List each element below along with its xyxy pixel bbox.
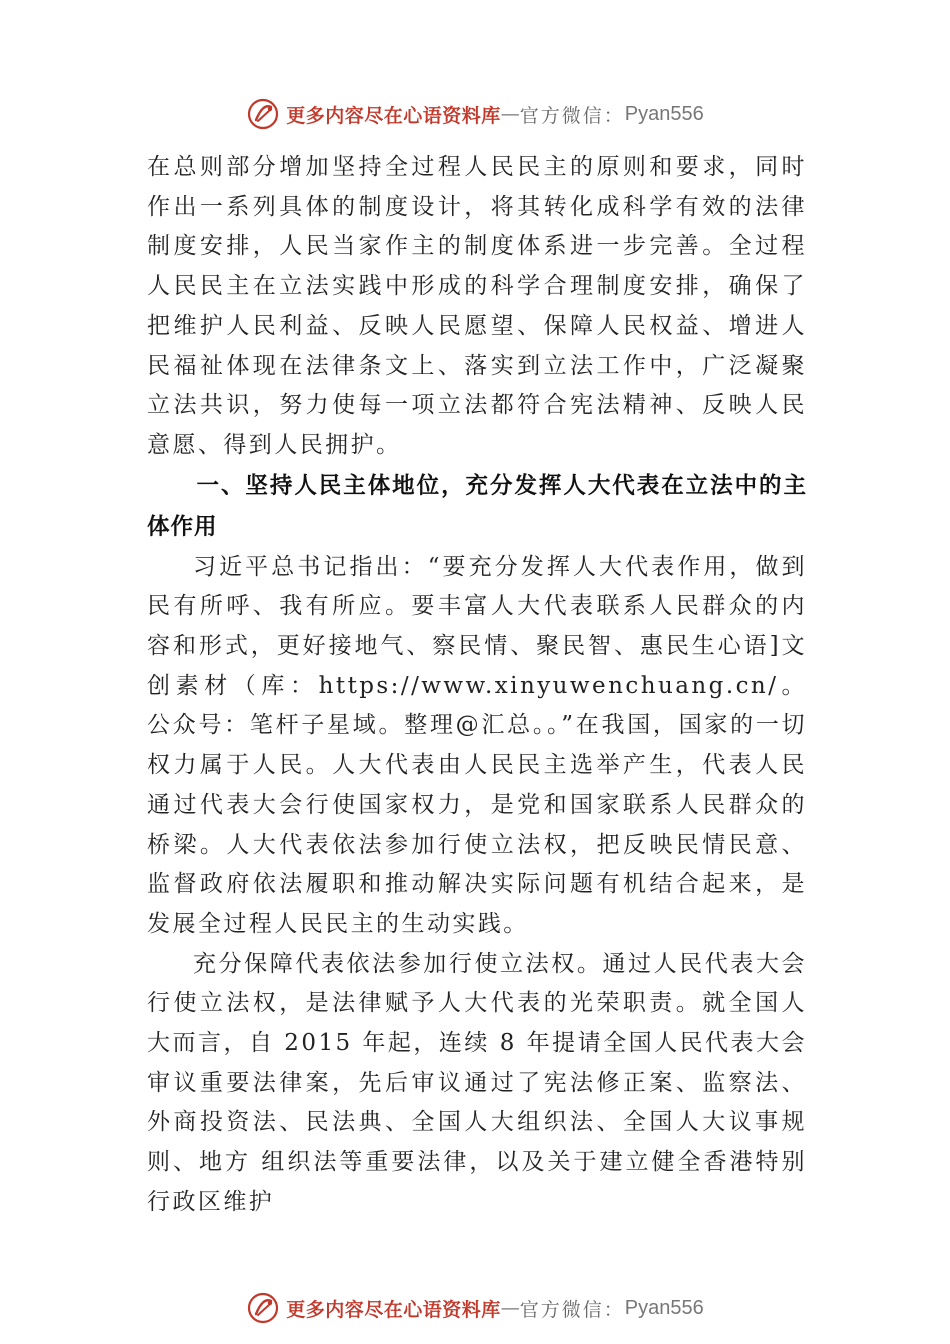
watermark-red-text: 更多内容尽在心语资料库	[286, 1298, 501, 1321]
header-watermark	[0, 94, 950, 134]
document-body	[147, 148, 807, 1223]
paragraph-2: 习近平总书记指出：“要充分发挥人大代表作用，做到民有所呼、我有所应。要丰富人大代表联系人民群众的内容和形式，更好接地气、察民情、聚民智、惠民生心语]文创素材（库：https://www.xinyuwenchuang.cn/。公众号：笔杆子星域。整理@汇总。。”在我国，国家的一切权力属于人民。人大代表由人民民主选举产生，代表人民通过代表大会行使国家权力，是党和国家联系人民群众的桥梁。人大代表依法参加行使立法权，把反映民情民意、监督政府依法履职和推动解决实际问题有机结合起来，是发展全过程人民民主的生动实践。	[147, 553, 807, 937]
logo-icon	[246, 97, 280, 131]
watermark-red-text: 更多内容尽在心语资料库	[286, 104, 501, 127]
watermark-grey-text: 官方微信：	[519, 104, 625, 127]
watermark-grey-text: 官方微信：	[519, 1298, 625, 1321]
watermark-account: Pyan556	[624, 102, 704, 125]
paragraph-1: 在总则部分增加坚持全过程人民民主的原则和要求，同时作出一系列具体的制度设计，将其转化成科学有效的法律制度安排，人民当家作主的制度体系进一步完善。全过程人民民主在立法实践中形成的科学合理制度安排，确保了把维护人民利益、反映人民愿望、保障人民权益、增进人民福祉体现在法律条文上、落实到立法工作中，广泛凝聚立法共识，努力使每一项立法都符合宪法精神、反映人民意愿、得到人民拥护。	[147, 154, 807, 458]
watermark-dash: —	[500, 103, 520, 125]
section-heading-1: 一、坚持人民主体地位，充分发挥人大代表在立法中的主体作用	[147, 472, 807, 540]
paragraph-3: 充分保障代表依法参加行使立法权。通过人民代表大会行使立法权，是法律赋予人大代表的光荣职责。就全国人大而言，自 2015 年起，连续 8 年提请全国人民代表大会审议重要法律案，先后审议通过了宪法修正案、监察法、外商投资法、民法典、全国人大组织法、全国人大议事规则、地方 组织法等重要法律，以及关于建立健全香港特别行政区维护	[147, 950, 807, 1215]
footer-watermark	[0, 1288, 950, 1328]
watermark-dash: —	[500, 1297, 520, 1319]
logo-icon	[246, 1291, 280, 1325]
watermark-account: Pyan556	[624, 1296, 704, 1319]
